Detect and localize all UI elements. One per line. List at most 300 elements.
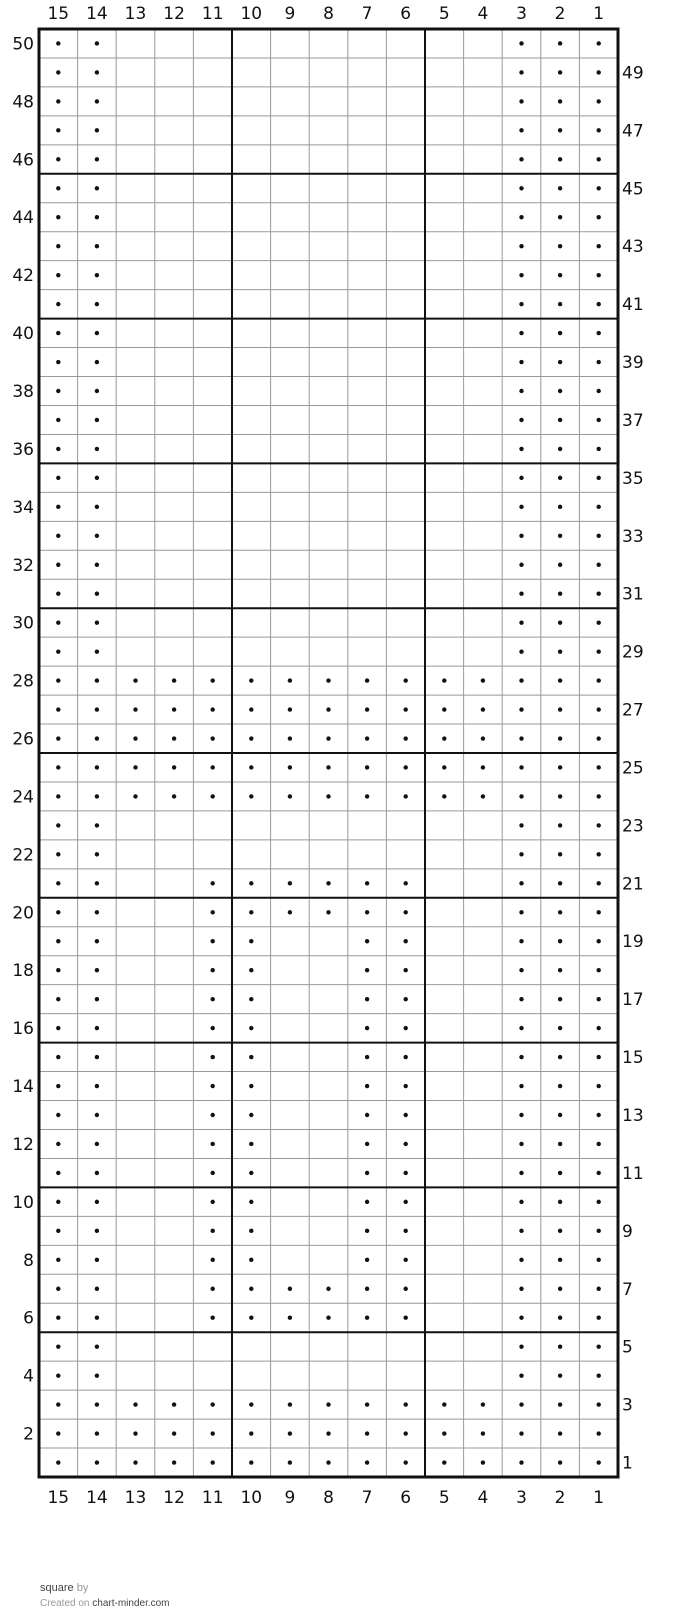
row-label-right: 21 xyxy=(622,874,644,895)
stitch-dot xyxy=(404,707,408,711)
stitch-dot xyxy=(326,765,330,769)
stitch-dot xyxy=(558,1026,562,1030)
stitch-dot xyxy=(597,592,601,596)
row-label-left: 24 xyxy=(12,787,34,808)
grid-cell xyxy=(309,203,348,232)
row-label-left: 2 xyxy=(23,1424,34,1445)
stitch-dot xyxy=(95,41,99,45)
row-label-right: 9 xyxy=(622,1221,633,1242)
grid-cell xyxy=(271,492,310,521)
grid-cell xyxy=(116,840,155,869)
grid-cell xyxy=(193,550,232,579)
grid-cell xyxy=(116,1361,155,1390)
grid-cell xyxy=(309,261,348,290)
stitch-dot xyxy=(95,881,99,885)
grid-cell xyxy=(193,290,232,319)
column-label-bottom: 3 xyxy=(516,1488,527,1508)
grid-cell xyxy=(464,579,503,608)
stitch-dot xyxy=(95,1055,99,1059)
row-label-left: 50 xyxy=(12,34,34,55)
grid-cell xyxy=(309,956,348,985)
stitch-dot xyxy=(519,736,523,740)
grid-cell xyxy=(232,348,271,377)
stitch-dot xyxy=(95,534,99,538)
stitch-dot xyxy=(249,1229,253,1233)
grid-cell xyxy=(348,811,387,840)
grid-cell xyxy=(155,29,194,58)
stitch-dot xyxy=(597,563,601,567)
grid-cell xyxy=(271,203,310,232)
grid-cell xyxy=(309,174,348,203)
stitch-dot xyxy=(95,418,99,422)
stitch-dot xyxy=(519,1431,523,1435)
grid-cell xyxy=(348,29,387,58)
grid-cell xyxy=(116,145,155,174)
grid-cell xyxy=(464,463,503,492)
stitch-dot xyxy=(211,910,215,914)
grid-cell xyxy=(309,1361,348,1390)
grid-cell xyxy=(309,232,348,261)
stitch-dot xyxy=(56,968,60,972)
grid-cell xyxy=(348,1332,387,1361)
grid-cell xyxy=(464,87,503,116)
stitch-dot xyxy=(442,1460,446,1464)
stitch-dot xyxy=(211,1084,215,1088)
stitch-dot xyxy=(56,881,60,885)
grid-cell xyxy=(232,116,271,145)
stitch-dot xyxy=(249,794,253,798)
grid-cell xyxy=(386,58,425,87)
stitch-dot xyxy=(365,1431,369,1435)
stitch-dot xyxy=(597,418,601,422)
stitch-dot xyxy=(95,794,99,798)
stitch-dot xyxy=(288,1460,292,1464)
grid-cell xyxy=(425,521,464,550)
grid-cell xyxy=(155,434,194,463)
column-label-bottom: 11 xyxy=(201,1488,224,1508)
stitch-dot xyxy=(56,1373,60,1377)
grid-cell xyxy=(464,1187,503,1216)
row-label-left: 42 xyxy=(12,266,34,287)
stitch-dot xyxy=(519,331,523,335)
row-label-right: 17 xyxy=(622,990,644,1011)
column-label-bottom: 14 xyxy=(86,1488,108,1508)
stitch-dot xyxy=(95,563,99,567)
grid-cell xyxy=(193,232,232,261)
grid-cell xyxy=(193,1332,232,1361)
grid-cell xyxy=(232,261,271,290)
grid-cell xyxy=(464,232,503,261)
stitch-dot xyxy=(249,1142,253,1146)
grid-cell xyxy=(425,811,464,840)
stitch-dot xyxy=(558,360,562,364)
stitch-dot xyxy=(56,70,60,74)
grid-cell xyxy=(116,1014,155,1043)
column-label-bottom: 12 xyxy=(163,1488,185,1508)
grid-cell xyxy=(116,1101,155,1130)
stitch-dot xyxy=(558,1229,562,1233)
stitch-dot xyxy=(133,1460,137,1464)
column-label-top: 4 xyxy=(477,4,489,24)
stitch-dot xyxy=(95,70,99,74)
column-label-top: 2 xyxy=(554,4,566,24)
grid-cell xyxy=(309,377,348,406)
stitch-dot xyxy=(519,1171,523,1175)
grid-cell xyxy=(116,1043,155,1072)
stitch-dot xyxy=(404,997,408,1001)
stitch-dot xyxy=(365,678,369,682)
stitch-dot xyxy=(558,997,562,1001)
grid-cell xyxy=(155,579,194,608)
grid-cell xyxy=(116,1187,155,1216)
stitch-dot xyxy=(56,707,60,711)
stitch-dot xyxy=(365,1171,369,1175)
grid-cell xyxy=(232,29,271,58)
stitch-dot xyxy=(56,678,60,682)
stitch-dot xyxy=(519,852,523,856)
grid-cell xyxy=(155,1158,194,1187)
stitch-dot xyxy=(404,1200,408,1204)
stitch-dot xyxy=(95,910,99,914)
stitch-dot xyxy=(404,794,408,798)
grid-cell xyxy=(425,145,464,174)
stitch-dot xyxy=(249,1084,253,1088)
grid-cell xyxy=(116,637,155,666)
stitch-dot xyxy=(519,534,523,538)
grid-cell xyxy=(232,1332,271,1361)
grid-cell xyxy=(309,434,348,463)
grid-cell xyxy=(155,956,194,985)
stitch-dot xyxy=(481,707,485,711)
grid-cell xyxy=(155,145,194,174)
row-label-right: 15 xyxy=(622,1048,644,1069)
stitch-dot xyxy=(95,1200,99,1204)
grid-cell xyxy=(348,1361,387,1390)
stitch-dot xyxy=(404,1402,408,1406)
grid-cell xyxy=(193,319,232,348)
stitch-dot xyxy=(365,968,369,972)
stitch-dot xyxy=(172,736,176,740)
grid-cell xyxy=(464,1043,503,1072)
grid-cell xyxy=(155,232,194,261)
grid-cell xyxy=(464,405,503,434)
grid-cell xyxy=(386,261,425,290)
stitch-dot xyxy=(519,1344,523,1348)
grid-cell xyxy=(348,145,387,174)
stitch-dot xyxy=(326,1316,330,1320)
stitch-dot xyxy=(519,447,523,451)
stitch-dot xyxy=(365,881,369,885)
stitch-dot xyxy=(133,707,137,711)
stitch-dot xyxy=(95,823,99,827)
row-label-right: 31 xyxy=(622,584,644,605)
stitch-dot xyxy=(249,968,253,972)
stitch-dot xyxy=(519,1258,523,1262)
row-label-left: 40 xyxy=(12,324,34,345)
grid-cell xyxy=(193,29,232,58)
grid-cell xyxy=(116,319,155,348)
grid-cell xyxy=(348,637,387,666)
footer-credit-line xyxy=(40,1596,170,1612)
grid-cell xyxy=(386,145,425,174)
grid-cell xyxy=(116,29,155,58)
stitch-dot xyxy=(211,939,215,943)
grid-cell xyxy=(425,319,464,348)
stitch-dot xyxy=(56,649,60,653)
grid-cell xyxy=(116,1245,155,1274)
stitch-dot xyxy=(211,794,215,798)
footer-site-link[interactable]: chart-minder.com xyxy=(92,1598,170,1609)
grid-cell xyxy=(116,377,155,406)
row-label-right: 37 xyxy=(622,410,644,431)
stitch-dot xyxy=(597,534,601,538)
grid-cell xyxy=(271,319,310,348)
column-label-bottom: 15 xyxy=(47,1488,70,1508)
stitch-dot xyxy=(519,968,523,972)
stitch-dot xyxy=(597,447,601,451)
grid-cell xyxy=(193,87,232,116)
stitch-dot xyxy=(558,910,562,914)
grid-cell xyxy=(386,579,425,608)
grid-cell xyxy=(425,1014,464,1043)
stitch-dot xyxy=(558,157,562,161)
stitch-dot xyxy=(597,968,601,972)
stitch-dot xyxy=(597,678,601,682)
stitch-dot xyxy=(597,1026,601,1030)
stitch-dot xyxy=(56,1431,60,1435)
column-label-bottom: 9 xyxy=(284,1488,296,1508)
grid-cell xyxy=(116,203,155,232)
stitch-dot xyxy=(404,1142,408,1146)
grid-cell xyxy=(155,1361,194,1390)
grid-cell xyxy=(116,87,155,116)
stitch-dot xyxy=(597,736,601,740)
grid-cell xyxy=(425,898,464,927)
grid-cell xyxy=(271,840,310,869)
stitch-dot xyxy=(519,244,523,248)
stitch-dot xyxy=(133,794,137,798)
grid-cell xyxy=(116,348,155,377)
row-label-right: 33 xyxy=(622,526,644,547)
stitch-dot xyxy=(56,128,60,132)
grid-cell xyxy=(271,348,310,377)
stitch-dot xyxy=(172,765,176,769)
grid-cell xyxy=(116,869,155,898)
grid-cell xyxy=(155,290,194,319)
grid-cell xyxy=(271,927,310,956)
grid-cell xyxy=(193,203,232,232)
stitch-dot xyxy=(519,620,523,624)
footer-created-on: Created on xyxy=(40,1598,90,1609)
stitch-dot xyxy=(558,707,562,711)
stitch-dot xyxy=(365,1055,369,1059)
grid-cell xyxy=(309,927,348,956)
stitch-dot xyxy=(95,128,99,132)
grid-cell xyxy=(348,608,387,637)
grid-cell xyxy=(116,579,155,608)
grid-cell xyxy=(116,956,155,985)
grid-cell xyxy=(425,1274,464,1303)
grid-cell xyxy=(464,174,503,203)
grid-cell xyxy=(271,261,310,290)
stitch-dot xyxy=(249,1171,253,1175)
grid-cell xyxy=(271,1187,310,1216)
stitch-dot xyxy=(95,1084,99,1088)
stitch-dot xyxy=(95,620,99,624)
stitch-dot xyxy=(558,273,562,277)
grid-cell xyxy=(116,174,155,203)
stitch-dot xyxy=(558,1460,562,1464)
column-label-top: 11 xyxy=(201,4,224,24)
stitch-dot xyxy=(172,794,176,798)
grid-cell xyxy=(232,232,271,261)
grid-cell xyxy=(232,405,271,434)
stitch-dot xyxy=(404,1316,408,1320)
grid-cell xyxy=(271,1101,310,1130)
stitch-dot xyxy=(597,1373,601,1377)
stitch-dot xyxy=(365,1113,369,1117)
stitch-dot xyxy=(56,447,60,451)
stitch-dot xyxy=(211,1258,215,1262)
stitch-dot xyxy=(95,968,99,972)
grid-cell xyxy=(271,174,310,203)
stitch-dot xyxy=(558,765,562,769)
stitch-dot xyxy=(249,765,253,769)
grid-cell xyxy=(464,1216,503,1245)
grid-cell xyxy=(232,1361,271,1390)
stitch-dot xyxy=(56,1142,60,1146)
grid-cell xyxy=(464,927,503,956)
grid-cell xyxy=(155,261,194,290)
stitch-dot xyxy=(404,1171,408,1175)
grid-cell xyxy=(155,811,194,840)
grid-cell xyxy=(232,840,271,869)
grid-cell xyxy=(155,319,194,348)
stitch-dot xyxy=(519,389,523,393)
grid-cell xyxy=(348,405,387,434)
stitch-dot xyxy=(519,505,523,509)
grid-cell xyxy=(348,377,387,406)
stitch-dot xyxy=(326,678,330,682)
stitch-dot xyxy=(597,302,601,306)
row-label-left: 8 xyxy=(23,1250,34,1271)
grid-cell xyxy=(425,1129,464,1158)
stitch-dot xyxy=(519,41,523,45)
grid-cell xyxy=(155,1101,194,1130)
grid-cell xyxy=(155,58,194,87)
grid-cell xyxy=(116,985,155,1014)
stitch-dot xyxy=(288,881,292,885)
grid-cell xyxy=(464,840,503,869)
stitch-dot xyxy=(56,389,60,393)
grid-cell xyxy=(425,232,464,261)
stitch-dot xyxy=(365,1026,369,1030)
grid-cell xyxy=(116,521,155,550)
stitch-dot xyxy=(249,997,253,1001)
grid-cell xyxy=(155,840,194,869)
column-label-bottom: 7 xyxy=(361,1488,373,1508)
stitch-dot xyxy=(558,1402,562,1406)
grid-cell xyxy=(116,290,155,319)
grid-cell xyxy=(116,261,155,290)
column-label-top: 1 xyxy=(593,4,605,24)
stitch-dot xyxy=(288,794,292,798)
grid-cell xyxy=(309,405,348,434)
stitch-dot xyxy=(597,331,601,335)
column-label-bottom: 8 xyxy=(323,1488,334,1508)
grid-cell xyxy=(155,608,194,637)
stitch-dot xyxy=(211,881,215,885)
grid-cell xyxy=(464,1101,503,1130)
stitch-dot xyxy=(133,678,137,682)
stitch-dot xyxy=(558,41,562,45)
row-label-right: 1 xyxy=(622,1453,633,1474)
stitch-dot xyxy=(56,99,60,103)
stitch-dot xyxy=(519,215,523,219)
stitch-dot xyxy=(481,1460,485,1464)
grid-cell xyxy=(193,145,232,174)
grid-cell xyxy=(425,1043,464,1072)
stitch-dot xyxy=(211,707,215,711)
grid-cell xyxy=(309,348,348,377)
grid-cell xyxy=(309,985,348,1014)
stitch-dot xyxy=(558,1373,562,1377)
stitch-dot xyxy=(404,1287,408,1291)
grid-cell xyxy=(464,1014,503,1043)
grid-cell xyxy=(386,550,425,579)
grid-cell xyxy=(193,261,232,290)
grid-cell xyxy=(464,550,503,579)
stitch-dot xyxy=(519,1316,523,1320)
grid-cell xyxy=(116,405,155,434)
stitch-dot xyxy=(56,41,60,45)
stitch-dot xyxy=(95,1431,99,1435)
stitch-dot xyxy=(95,1373,99,1377)
grid-cell xyxy=(271,1332,310,1361)
grid-cell xyxy=(386,319,425,348)
grid-cell xyxy=(116,1332,155,1361)
grid-cell xyxy=(271,405,310,434)
stitch-dot xyxy=(558,244,562,248)
stitch-dot xyxy=(56,1200,60,1204)
grid-cell xyxy=(464,637,503,666)
stitch-dot xyxy=(404,1460,408,1464)
stitch-dot xyxy=(365,910,369,914)
row-label-right: 29 xyxy=(622,642,644,663)
grid-cell xyxy=(309,492,348,521)
stitch-dot xyxy=(404,1084,408,1088)
column-label-top: 13 xyxy=(124,4,147,24)
stitch-dot xyxy=(56,534,60,538)
stitch-dot xyxy=(558,1142,562,1146)
stitch-dot xyxy=(404,881,408,885)
grid-cell xyxy=(386,811,425,840)
stitch-dot xyxy=(597,1287,601,1291)
row-label-left: 6 xyxy=(23,1308,34,1329)
grid-cell xyxy=(271,1158,310,1187)
stitch-dot xyxy=(558,447,562,451)
row-label-left: 44 xyxy=(12,208,34,229)
stitch-dot xyxy=(249,1026,253,1030)
stitch-dot xyxy=(519,592,523,596)
grid-cell xyxy=(271,434,310,463)
row-label-left: 22 xyxy=(12,845,34,866)
grid-cell xyxy=(116,463,155,492)
grid-cell xyxy=(116,608,155,637)
stitch-dot xyxy=(133,1431,137,1435)
stitch-dot xyxy=(56,186,60,190)
grid-cell xyxy=(464,58,503,87)
